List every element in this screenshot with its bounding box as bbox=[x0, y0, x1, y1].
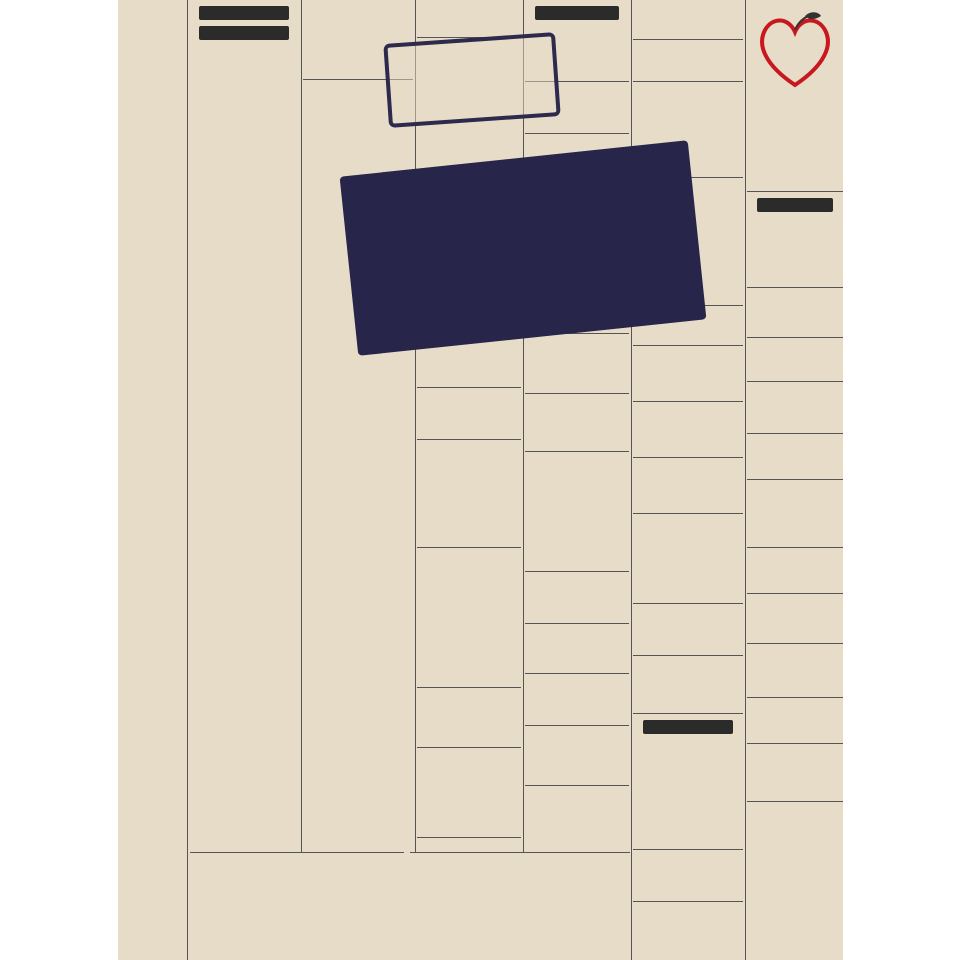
research-institute-ad bbox=[410, 852, 630, 960]
classified-ad bbox=[525, 572, 629, 624]
classified-ad bbox=[417, 748, 521, 838]
classified-ad bbox=[633, 514, 743, 604]
classified-ad bbox=[747, 288, 843, 338]
classified-ad bbox=[747, 480, 843, 548]
software-company-ad bbox=[190, 852, 404, 960]
publisher-ad bbox=[747, 100, 843, 192]
classified-ad bbox=[747, 594, 843, 644]
classified-ad bbox=[747, 644, 843, 698]
newspaper-page bbox=[118, 0, 843, 960]
section-header-packer bbox=[199, 6, 289, 20]
classified-ad bbox=[525, 624, 629, 674]
classified-ad bbox=[747, 338, 843, 382]
column-1 bbox=[747, 0, 843, 960]
classified-ad bbox=[747, 218, 843, 288]
classified-ad bbox=[633, 740, 743, 850]
publisher-logo bbox=[747, 0, 843, 100]
classified-ad bbox=[633, 402, 743, 458]
section-header-marketer bbox=[199, 26, 289, 40]
classified-ad bbox=[525, 726, 629, 786]
classified-ad bbox=[525, 394, 629, 452]
classified-ad bbox=[417, 440, 521, 548]
classified-ad bbox=[525, 452, 629, 572]
grade-stamp bbox=[383, 32, 560, 128]
classified-ad bbox=[633, 458, 743, 514]
classified-ad bbox=[747, 744, 843, 802]
classified-ad bbox=[525, 674, 629, 726]
section-header-engineer bbox=[643, 720, 733, 734]
classified-ad bbox=[417, 688, 521, 748]
classified-ad bbox=[633, 604, 743, 656]
title-panel bbox=[340, 140, 707, 356]
classified-ad bbox=[747, 548, 843, 594]
section-header-doctor bbox=[757, 198, 833, 212]
classified-ad bbox=[633, 346, 743, 402]
heart-logo-icon bbox=[755, 10, 835, 95]
classified-ad bbox=[747, 434, 843, 480]
classified-ad bbox=[417, 388, 521, 440]
classified-ad bbox=[633, 656, 743, 714]
classified-ad bbox=[633, 850, 743, 902]
book-cover-overlay bbox=[308, 18, 728, 348]
column-7 bbox=[118, 0, 185, 960]
classified-ad bbox=[747, 698, 843, 744]
column-6 bbox=[189, 0, 299, 960]
classified-ad bbox=[747, 382, 843, 434]
classified-ad bbox=[417, 548, 521, 688]
